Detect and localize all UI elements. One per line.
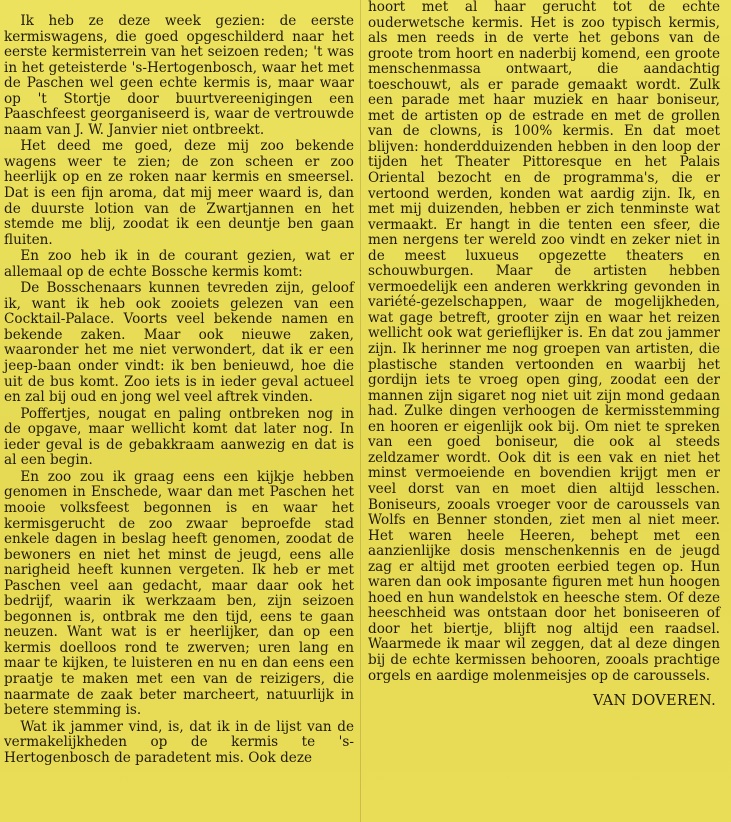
left-column (4, 14, 354, 767)
paragraph: En zoo zou ik graag eens een kijkje hebben genomen in Enschede, waar dan met Paschen het mooie volksfeest begonnen is en waar het kermisgerucht de zoo zwaar beproefde stad enkele dagen in beslag heeft genomen, zoodat de bewoners en niet het minst de jeugd, eens alle narigheid heeft kunnen vergeten. Ik heb er met Paschen veel aan gedacht, maar daar ook het bedrijf, waarin ik werkzaam ben, zijn seizoen begonnen is, ontbrak me den tijd, eens te gaan neuzen. Want wat is er heerlijker, dan op een kermis doelloos rond te zwerven; uren lang en maar te kijken, te luisteren en nu en dan eens een praatje te maken met een van de reizigers, die naarmate de zaak beter marcheert, natuurlijk in betere stemming is. (4, 468, 354, 719)
paragraph-continued: hoort met al haar gerucht tot de echte ouderwetsche kermis. Het is zoo typisch kermis, als men reeds in de verte het gebons van de groote trom hoort en naderbij komend, een groote menschenmassa ontwaart, die aandachtig toeschouwt, als er parade gemaakt wordt. Zulk een parade met haar muziek en haar boniseur, met de artisten op de estrade en met de grollen van de clowns, is 100% kermis. En dat moet blijven: honderdduizenden hebben in den loop der tijden het Theater Pittoresque en het Palais Oriental bezocht en de programma's, die er vertoond werden, konden wat aardig zijn. Ik, en met mij duizenden, hebben er zich tenminste wat vermaakt. Er hangt in die tenten een sfeer, die men nergens ter wereld zoo vindt en zeker niet in de meest luxueus opgezette theaters en schouwburgen. Maar de artisten hebben vermoedelijk een anderen werkkring gevonden in variété-gezelschappen, waar de mogelijkheden, wat gage betreft, grooter zijn en waar het reizen wellicht ook wat gerieflijker is. En dat zou jammer zijn. Ik herinner me nog groepen van artisten, die plastische standen vertoonden en waarbij het gordijn iets te vroeg open ging, zoodat een der mannen zijn sigaret nog niet uit zijn mond gedaan had. Zulke dingen verhoogen de kermisstemming en hooren er eigenlijk ook bij. Om niet te spreken van een goed boniseur, die ook al steeds zeldzamer wordt. Ook dit is een vak en niet het minst vermoeiende en bovendien krijgt men er veel dorst van en moet dien altijd lesschen. Boniseurs, zooals vroeger voor de caroussels van Wolfs en Benner stonden, ziet men al niet meer. Het waren heele Heeren, behept met een aanzienlijke dosis menschenkennis en de jeugd zag er altijd met grooten eerbied tegen op. Hun waren dan ook imposante figuren met hun hoogen hoed en hun wandelstok en heesche stem. Of deze heeschheid was ontstaan door het boniseeren of door het biertje, blijft nog altijd een raadsel. Waarmede ik maar wil zeggen, dat al deze dingen bij de echte kermissen behooren, zooals prachtige orgels en aardige molenmeisjes op de caroussels. (368, 0, 720, 684)
column-divider (360, 0, 361, 822)
author-signature: VAN DOVEREN. (592, 693, 716, 710)
paragraph: De Bosschenaars kunnen tevreden zijn, geloof ik, want ik heb ook zooiets gelezen van een Cocktail-Palace. Voorts veel bekende namen en bekende zaken. Maar ook nieuwe zaken, waaronder het me niet verwondert, dat ik er een jeep-baan onder vindt: ik ben benieuwd, hoe die uit de bus komt. Zoo iets is in ieder geval actueel en zal bij oud en jong wel veel aftrek vinden. (4, 280, 354, 406)
paragraph: Wat ik jammer vind, is, dat ik in de lijst van de vermakelijkheden op de kermis te 's-Hertogenbosch de paradetent mis. Ook deze (4, 718, 354, 766)
paragraph: Ik heb ze deze week gezien: de eerste kermiswagens, die goed opgeschilderd naar het eerste kermisterrein van het seizoen reden; 't was in het geteisterde 's-Hertogenbosch, waar het met de Paschen wel geen echte kermis is, maar waar op 't Stortje door buurtvereenigingen een Paaschfeest georganiseerd is, waar de vertrouwde naam van J. W. Janvier niet ontbreekt. (4, 13, 354, 138)
paragraph: Poffertjes, nougat en paling ontbreken nog in de opgave, maar wellicht komt dat later nog. In ieder geval is de gebakkraam aanwezig en dat is al een begin. (4, 405, 354, 469)
paragraph: En zoo heb ik in de courant gezien, wat er allemaal op de echte Bossche kermis komt: (4, 248, 354, 280)
right-column (368, 0, 720, 710)
paragraph: Het deed me goed, deze mij zoo bekende wagens weer te zien; de zon scheen er zoo heerlijk op en ze roken naar kermis en smeersel. Dat is een fijn aroma, dat mij meer waard is, dan de duurste lotion van de Zwartjannen en het stemde me blij, zoodat ik een deuntje ben gaan fluiten. (4, 138, 354, 248)
